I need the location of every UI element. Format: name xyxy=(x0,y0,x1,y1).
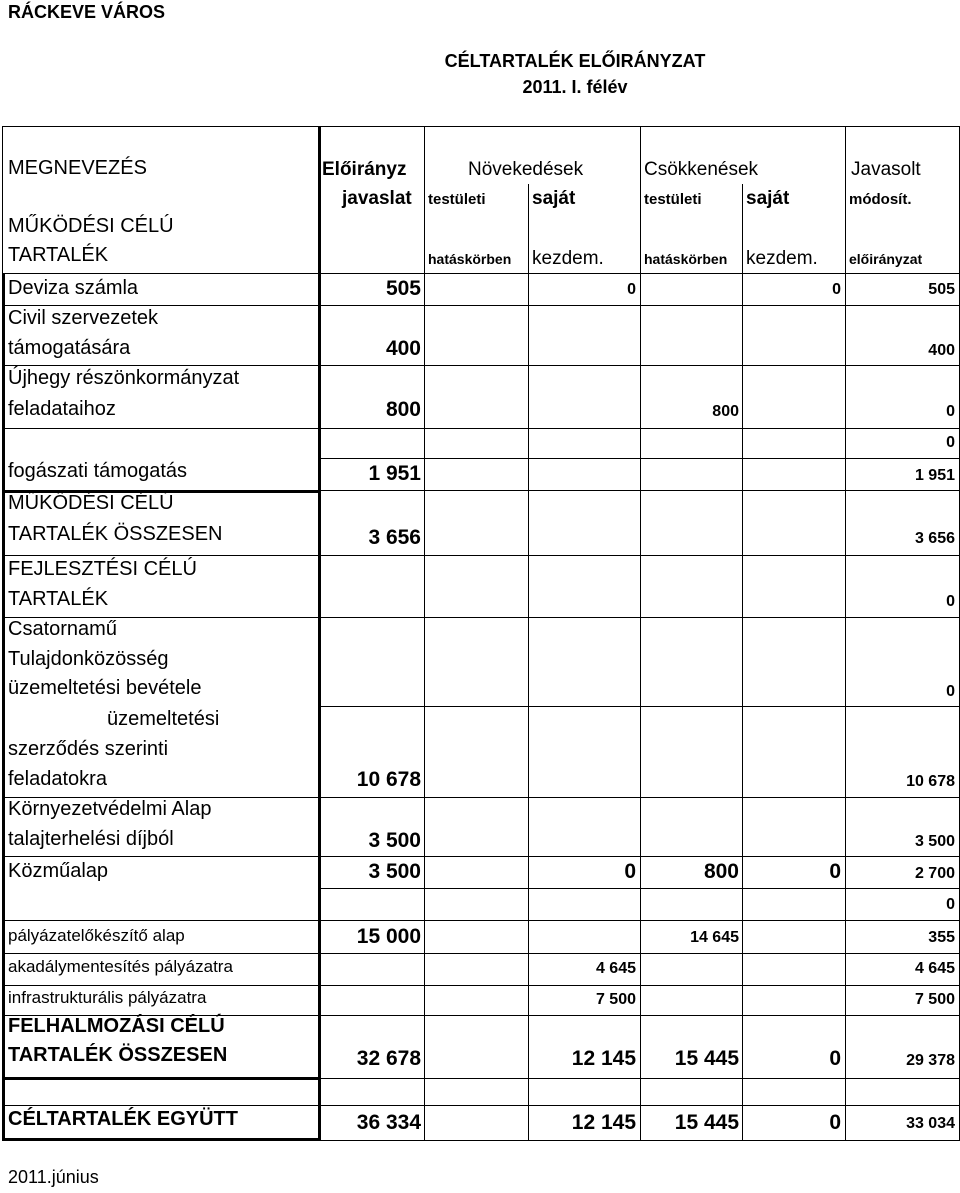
cell-c-sajat: 0 xyxy=(829,1047,841,1070)
header-eloiranyz: Előirányz xyxy=(322,159,407,180)
row-label-palyazat-elo: pályázatelőkészítő alap xyxy=(8,926,185,945)
cell-javasolt: 400 xyxy=(928,342,955,359)
cell-javasolt: 7 500 xyxy=(914,991,955,1008)
row-label-csatorna-3: üzemeltetési bevétele xyxy=(8,677,202,699)
cell-eloiranyzat: 1 951 xyxy=(368,462,421,485)
header-javaslat: javaslat xyxy=(342,188,412,209)
cell-javasolt: 0 xyxy=(946,403,955,420)
cell-n-sajat: 0 xyxy=(624,860,636,883)
row-label-ujhegy-1: Újhegy részönkormányzat xyxy=(8,367,240,389)
cell-eloiranyzat: 32 678 xyxy=(356,1047,421,1070)
cell-eloiranyzat: 10 678 xyxy=(356,768,421,791)
cell-javasolt: 0 xyxy=(946,593,955,610)
cell-eloiranyzat: 800 xyxy=(385,398,421,421)
cell-javasolt: 10 678 xyxy=(906,773,955,790)
row-label-csatorna-1: Csatornamű xyxy=(8,618,117,640)
cell-javasolt: 1 951 xyxy=(914,467,955,484)
cell-javasolt: 29 378 xyxy=(906,1052,955,1069)
cell-c-sajat: 0 xyxy=(829,860,841,883)
header-novekedesek: Növekedések xyxy=(468,159,584,180)
row-label-celtartalek: CÉLTARTALÉK EGYÜTT xyxy=(8,1108,238,1130)
row-label-ujhegy-2: feladataihoz xyxy=(8,398,116,420)
row-label-felhalmozasi-2: TARTALÉK ÖSSZESEN xyxy=(8,1044,228,1066)
header-c-testuleti: testületi xyxy=(644,191,702,208)
cell-javasolt: 3 656 xyxy=(914,530,955,547)
cell-eloiranyzat: 15 000 xyxy=(356,925,421,948)
cell-javasolt: 0 xyxy=(946,434,955,451)
cell-eloiranyzat: 3 500 xyxy=(368,860,421,883)
document-period: 2011. I. félév xyxy=(522,77,628,97)
header-c-sajat: saját xyxy=(746,188,790,209)
header-eloiranyzat: előirányzat xyxy=(849,251,923,267)
cell-javasolt: 3 500 xyxy=(914,833,955,850)
header-mukodesi-2: TARTALÉK xyxy=(8,244,109,266)
header-n-testuleti: testületi xyxy=(428,191,486,208)
cell-n-sajat: 12 145 xyxy=(571,1047,636,1070)
cell-eloiranyzat: 400 xyxy=(385,337,421,360)
cell-n-sajat: 4 645 xyxy=(595,960,636,977)
cell-c-testuleti: 800 xyxy=(703,860,739,883)
row-label-deviza: Deviza számla xyxy=(8,277,139,299)
row-label-infra: infrastrukturális pályázatra xyxy=(8,988,207,1007)
document-title: CÉLTARTALÉK ELŐIRÁNYZAT xyxy=(444,51,706,71)
row-label-uzemeltetesi-1: üzemeltetési xyxy=(107,708,220,730)
row-label-fejlesztesi-1: FEJLESZTÉSI CÉLÚ xyxy=(8,558,197,580)
cell-javasolt: 505 xyxy=(928,281,955,298)
row-label-fogaszati: fogászati támogatás xyxy=(8,460,187,482)
header-n-hataskorben: hatáskörben xyxy=(428,251,512,267)
cell-javasolt: 0 xyxy=(946,896,955,913)
row-label-mukodesi-ossz-1: MŰKÖDÉSI CÉLÚ xyxy=(8,492,174,514)
cell-c-testuleti: 15 445 xyxy=(674,1111,739,1134)
cell-c-sajat: 0 xyxy=(832,281,841,298)
row-label-kornyezet-1: Környezetvédelmi Alap xyxy=(8,798,212,820)
cell-c-testuleti: 800 xyxy=(712,403,739,420)
cell-javasolt: 4 645 xyxy=(914,960,955,977)
cell-eloiranyzat: 505 xyxy=(385,277,421,300)
header-javasolt: Javasolt xyxy=(851,159,921,180)
cell-eloiranyzat: 3 500 xyxy=(368,829,421,852)
cell-javasolt: 2 700 xyxy=(914,865,955,882)
cell-c-sajat: 0 xyxy=(829,1111,841,1134)
cell-n-sajat: 7 500 xyxy=(595,991,636,1008)
city-name: RÁCKEVE VÁROS xyxy=(8,2,166,22)
row-label-civil-2: támogatására xyxy=(8,337,131,359)
row-label-kornyezet-2: talajterhelési díjból xyxy=(8,828,174,850)
cell-javasolt: 33 034 xyxy=(906,1115,955,1132)
row-label-mukodesi-ossz-2: TARTALÉK ÖSSZESEN xyxy=(8,523,223,545)
cell-c-testuleti: 14 645 xyxy=(690,929,739,946)
cell-javasolt: 0 xyxy=(946,683,955,700)
row-label-kozmu: Közműalap xyxy=(8,860,109,882)
header-csokkenesek: Csökkenések xyxy=(644,159,759,180)
row-label-uzemeltetesi-2: szerződés szerinti xyxy=(8,738,169,760)
row-label-uzemeltetesi-3: feladatokra xyxy=(8,768,107,790)
row-label-civil-1: Civil szervezetek xyxy=(8,307,159,329)
cell-c-testuleti: 15 445 xyxy=(674,1047,739,1070)
row-label-akadaly: akadálymentesítés pályázatra xyxy=(8,957,233,976)
row-label-fejlesztesi-2: TARTALÉK xyxy=(8,588,109,610)
cell-n-sajat: 0 xyxy=(627,281,636,298)
cell-eloiranyzat: 36 334 xyxy=(356,1111,421,1134)
header-modosit: módosít. xyxy=(849,191,912,208)
footer-date: 2011.június xyxy=(8,1167,99,1187)
cell-eloiranyzat: 3 656 xyxy=(368,526,421,549)
header-n-sajat: saját xyxy=(532,188,576,209)
row-label-csatorna-2: Tulajdonközösség xyxy=(8,648,169,670)
row-label-felhalmozasi-1: FELHALMOZÁSI CÉLÚ xyxy=(8,1015,225,1037)
header-c-hataskorben: hatáskörben xyxy=(644,251,728,267)
header-megnevezes: MEGNEVEZÉS xyxy=(8,157,147,179)
header-mukodesi-1: MŰKÖDÉSI CÉLÚ xyxy=(8,215,174,237)
cell-n-sajat: 12 145 xyxy=(571,1111,636,1134)
header-c-kezdem: kezdem. xyxy=(746,248,818,269)
header-n-kezdem: kezdem. xyxy=(532,248,604,269)
cell-javasolt: 355 xyxy=(928,929,955,946)
